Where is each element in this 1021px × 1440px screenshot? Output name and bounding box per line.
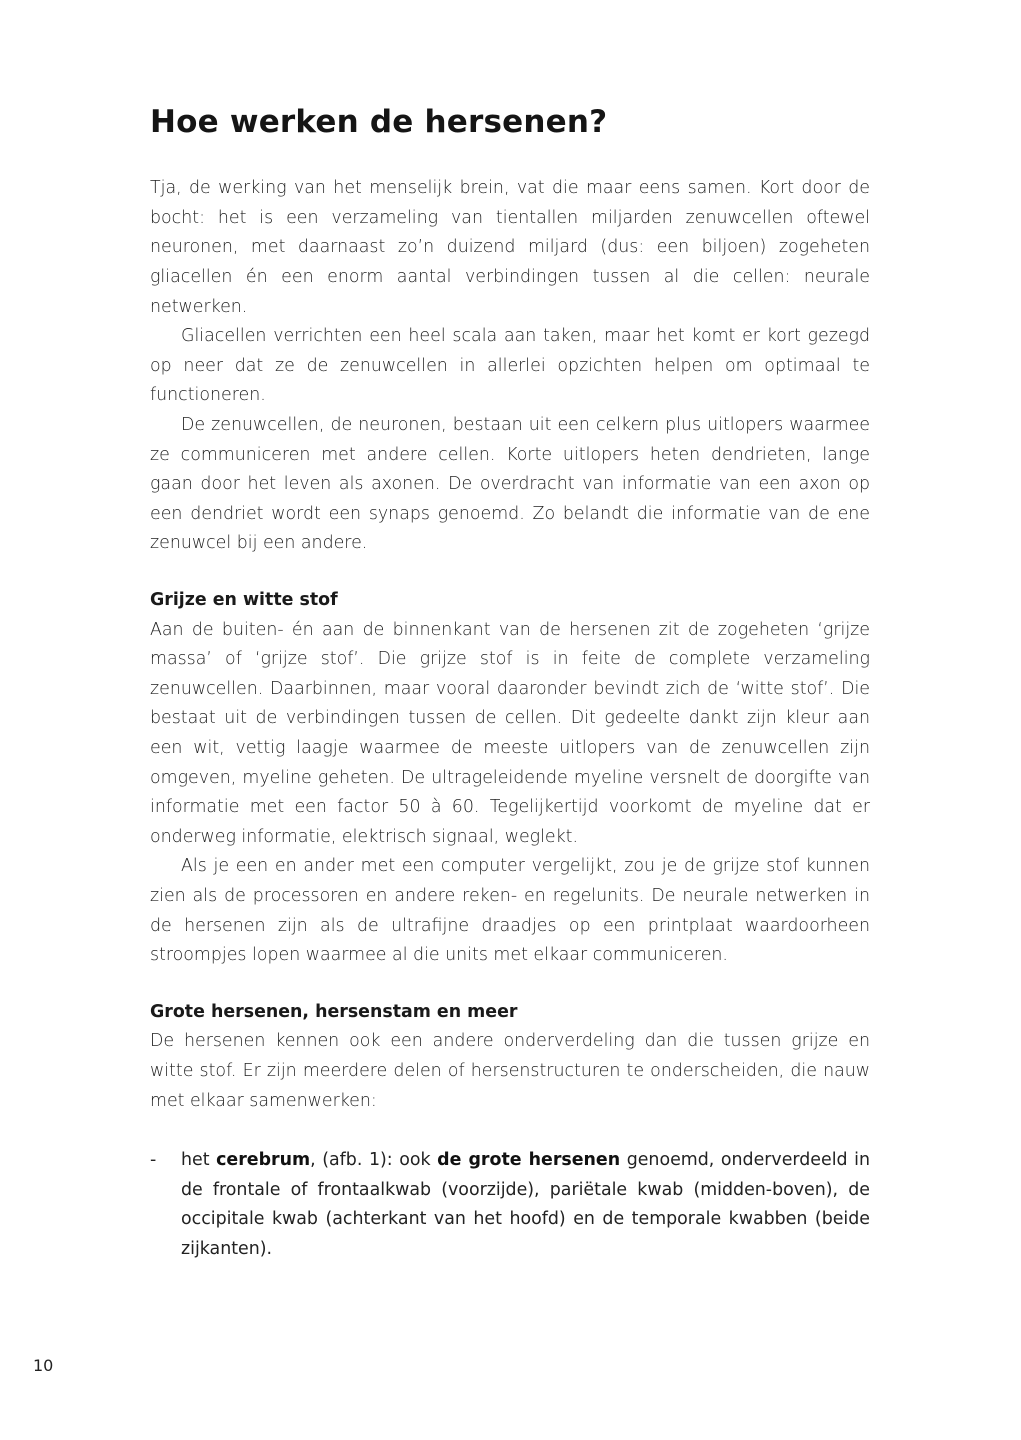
bullet-dash: - — [150, 1150, 157, 1171]
intro-paragraph-3: De zenuwcellen, de neuronen, bestaan uit een celkern plus uitlopers waarmee ze communiceren met andere cellen. Korte uitlopers heten dendrieten, lange gaan door het leven als axonen. De overdracht van informatie van een axon op een dendriet wordt een synaps genoemd. Zo belandt die informatie van de ene zenuwcel bij een andere. — [150, 415, 870, 554]
list-item-cerebrum — [150, 1146, 870, 1264]
bullet-text-part-1: het — [181, 1150, 217, 1171]
page-title: Hoe werken de hersenen? — [150, 104, 608, 140]
page-content — [150, 102, 870, 1264]
section-heading-brain-parts: Grote hersenen, hersenstam en meer — [150, 1001, 518, 1022]
section1-paragraph-2: Als je een en ander met een computer vergelijkt, zou je de grijze stof kunnen zien als de processoren en andere reken- en regelunits. De neurale netwerken in de hersenen zijn als de ultrafijne draadjes op een printplaat waardoorheen stroompjes lopen waarmee al die units met elkaar communiceren. — [150, 856, 870, 966]
brain-parts-list — [150, 1146, 870, 1264]
intro-paragraph-1: Tja, de werking van het menselijk brein, vat die maar eens samen. Kort door de bocht: het is een verzameling van tientallen miljarden zenuwcellen oftewel neuronen, met daarnaast zo’n duizend miljard (dus: een biljoen) zogeheten gliacellen én een enorm aantal verbindingen tussen al die cellen: neurale netwerken. — [150, 178, 870, 317]
page-number: 10 — [33, 1356, 54, 1375]
bullet-bold-cerebrum: cerebrum — [216, 1150, 311, 1171]
intro-paragraph-2: Gliacellen verrichten een heel scala aan taken, maar het komt er kort gezegd op neer dat ze de zenuwcellen in allerlei opzichten helpen om optimaal te functioneren. — [150, 326, 870, 406]
bullet-text — [181, 1146, 870, 1264]
bullet-text-part-2: , (afb. 1): ook — [310, 1150, 438, 1171]
bullet-text-part-3: genoemd, onderverdeeld in de frontale of frontaalkwab (voorzijde), pariëtale kwab (midden-boven), de occipitale kwab (achterkant van het hoofd) en de temporale kwabben (beide zijkanten). — [181, 1150, 870, 1259]
bullet-bold-grote-hersenen: de grote hersenen — [437, 1150, 621, 1171]
section1-paragraph-1: Aan de buiten- én aan de binnenkant van de hersenen zit de zogeheten ‘grijze massa’ of ‘grijze stof’. Die grijze stof is in feite de complete verzameling zenuwcellen. Daarbinnen, maar vooral daaronder bevindt zich de ‘witte stof’. Die bestaat uit de verbindingen tussen de cellen. Dit gedeelte dankt zijn kleur aan een wit, vettig laagje waarmee de meeste uitlopers van de zenuwcellen zijn omgeven, myeline geheten. De ultrageleidende myeline versnelt de doorgifte van informatie met een factor 50 à 60. Tegelijkertijd voorkomt de myeline dat er onderweg informatie, elektrisch signaal, weglekt. — [150, 619, 870, 847]
section-heading-grey-white-matter: Grijze en witte stof — [150, 590, 338, 611]
section2-paragraph: De hersenen kennen ook een andere onderverdeling dan die tussen grijze en witte stof. Er zijn meerdere delen of hersenstructuren te onderscheiden, die nauw met elkaar samenwerken: — [150, 1031, 870, 1111]
